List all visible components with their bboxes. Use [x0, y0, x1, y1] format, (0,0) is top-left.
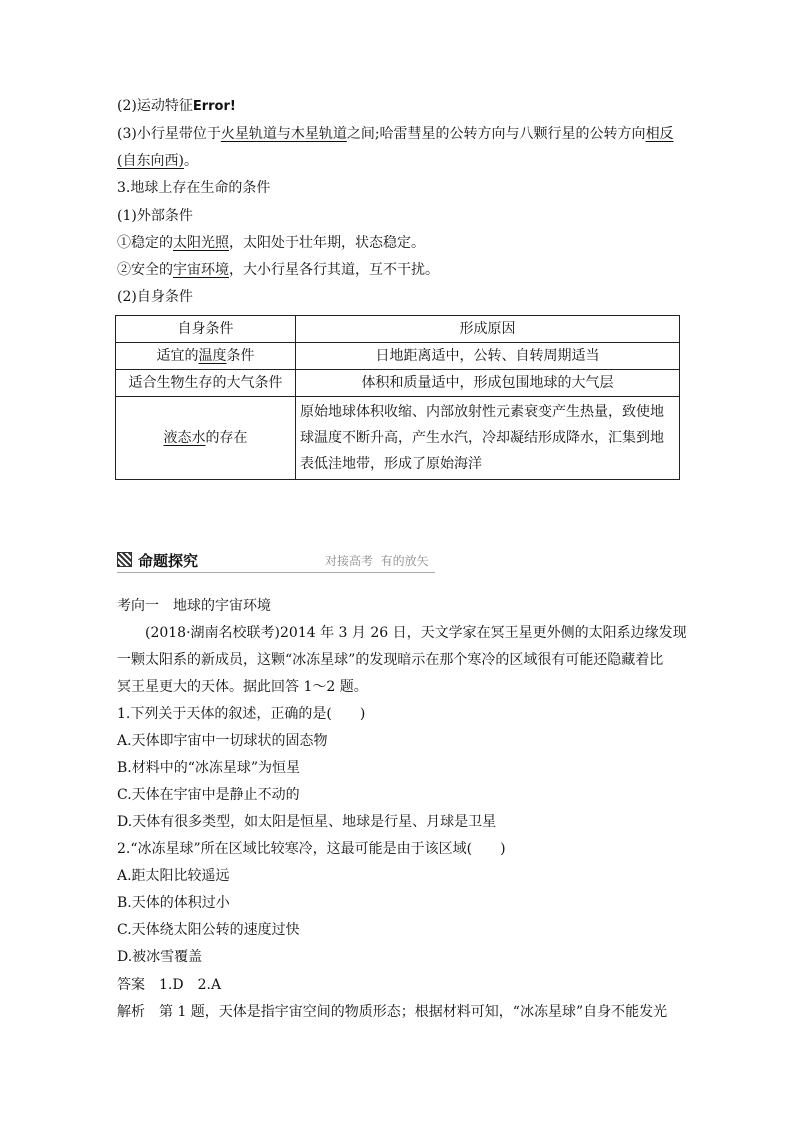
error-text: Error!	[192, 99, 236, 114]
line-stable-sunlight	[117, 233, 425, 253]
text: (2)运动特征	[117, 98, 193, 114]
heading-life-conditions: 3.地球上存在生命的条件	[117, 180, 271, 196]
option-a: A.距太阳比较遥远	[117, 868, 230, 884]
section-tagline	[325, 552, 429, 569]
underlined-answer: 液态水	[163, 430, 206, 446]
conditions-table	[115, 315, 680, 480]
passage-line: 冥王星更大的天体。据此回答 1～2 题。	[117, 679, 368, 695]
text: 的存在	[205, 430, 248, 446]
text: ，太阳处于壮年期，状态稳定。	[229, 235, 425, 251]
option-a: A.天体即宇宙中一切球状的固态物	[117, 733, 328, 749]
heading-external: (1)外部条件	[117, 208, 193, 224]
direction-heading: 考向一 地球的宇宙环境	[117, 598, 271, 614]
question-1: 1.下列关于天体的叙述，正确的是( )	[117, 706, 366, 722]
cell-line: 球温度不断升高，产生水汽，冷却凝结形成降水，汇集到地	[300, 430, 664, 446]
section-header	[117, 548, 435, 574]
table-header-cell: 形成原因	[296, 316, 680, 343]
table-cell: 适合生物生存的大气条件	[116, 370, 296, 397]
underlined-answer: 太阳光照	[173, 235, 229, 251]
underlined-answer: 火星轨道与木星轨道	[220, 126, 347, 142]
line-asteroid-belt	[117, 124, 674, 144]
text: ，大小行星各行其道，互不干扰。	[229, 262, 439, 278]
option-d: D.天体有很多类型，如太阳是恒星、地球是行星、月球是卫星	[117, 814, 497, 830]
passage-line: 一颗太阳系的新成员，这颗“冰冻星球”的发现暗示在那个寒冷的区域很有可能还隐藏着比	[117, 652, 664, 668]
option-c: C.天体在宇宙中是静止不动的	[117, 787, 300, 803]
underlined-answer: 相反	[645, 126, 674, 142]
option-b: B.天体的体积过小	[117, 895, 230, 911]
option-b: B.材料中的“冰冻星球”为恒星	[117, 760, 301, 776]
explanation-line: 解析 第 1 题，天体是指宇宙空间的物质形态；根据材料可知，“冰冻星球”自身不能发光	[117, 1004, 668, 1020]
table-row	[116, 370, 680, 397]
text: 适宜的	[156, 348, 199, 364]
text: 。	[183, 153, 198, 169]
question-2: 2.“冰冻星球”所在区域比较寒冷，这最可能是由于该区域( )	[117, 841, 506, 857]
underlined-answer: 宇宙环境	[173, 262, 229, 278]
line-asteroid-belt-cont	[117, 151, 198, 171]
section-divider	[117, 572, 435, 573]
passage-line: (2018·湖南名校联考)2014 年 3 月 26 日，天文学家在冥王星更外侧的太阳系边缘发现	[117, 625, 687, 641]
table-cell: 体积和质量适中，形成包围地球的大气层	[296, 370, 680, 397]
option-d: D.被冰雪覆盖	[117, 949, 203, 965]
underlined-answer: (自东向西)	[117, 153, 184, 169]
text: ②安全的	[117, 262, 173, 278]
line-motion-features	[117, 96, 236, 117]
text: ①稳定的	[117, 235, 173, 251]
table-cell	[296, 397, 680, 480]
heading-internal: (2)自身条件	[117, 289, 193, 305]
table-row	[116, 397, 680, 480]
table-cell: 日地距离适中，公转、自转周期适当	[296, 343, 680, 370]
table-header-row	[116, 316, 680, 343]
section-marker-icon	[117, 552, 132, 567]
table-cell	[116, 343, 296, 370]
table-header-cell: 自身条件	[116, 316, 296, 343]
text: 之间;哈雷彗星的公转方向与八颗行星的公转方向	[346, 126, 646, 142]
cell-line: 原始地球体积收缩、内部放射性元素衰变产生热量，致使地	[300, 404, 664, 420]
text: 条件	[226, 348, 255, 364]
underlined-answer: 温度	[198, 348, 227, 364]
line-safe-environment	[117, 260, 439, 280]
option-c: C.天体绕太阳公转的速度过快	[117, 922, 300, 938]
table-row	[116, 343, 680, 370]
cell-line: 表低洼地带，形成了原始海洋	[300, 456, 482, 472]
tagline-part: 对接高考	[325, 554, 374, 568]
table-cell	[116, 397, 296, 480]
tagline-part: 有的放矢	[380, 554, 429, 568]
section-title: 命题探究	[138, 552, 199, 570]
answer-line: 答案 1.D 2.A	[117, 977, 222, 993]
text: (3)小行星带位于	[117, 126, 221, 142]
